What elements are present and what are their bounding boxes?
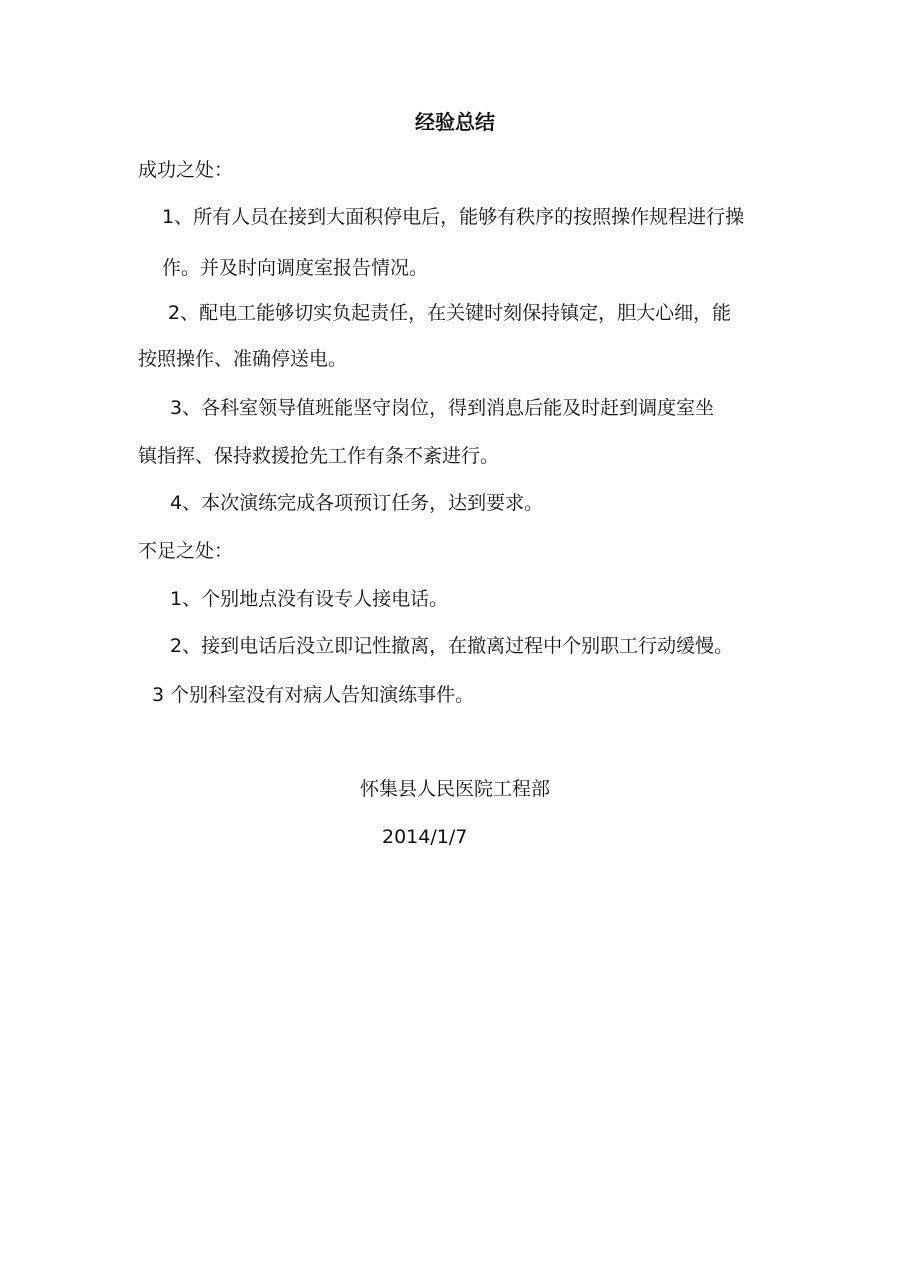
success-item-1-line-1: 1、所有人员在接到大面积停电后，能够有秩序的按照操作规程进行操 (162, 206, 745, 228)
success-item-2-line-1: 2、配电工能够切实负起责任，在关键时刻保持镇定，胆大心细，能 (168, 302, 732, 324)
signature-date: 2014/1/7 (382, 826, 468, 848)
document-title: 经验总结 (415, 110, 495, 134)
success-heading: 成功之处： (138, 159, 234, 181)
shortcoming-item-3: 3 个别科室没有对病人告知演练事件。 (152, 684, 475, 706)
signature-organization: 怀集县人民医院工程部 (360, 778, 551, 800)
success-item-4: 4、本次演练完成各项预订任务，达到要求。 (170, 492, 544, 514)
success-item-3-line-2: 镇指挥、保持救援抢先工作有条不紊进行。 (138, 445, 500, 467)
shortcoming-item-1: 1、个别地点没有设专人接电话。 (170, 588, 449, 610)
success-item-1-line-2: 作。并及时向调度室报告情况。 (162, 257, 429, 279)
shortcoming-item-2: 2、接到电话后没立即记性撤离，在撤离过程中个别职工行动缓慢。 (170, 635, 734, 657)
success-item-2-line-2: 按照操作、准确停送电。 (138, 348, 348, 370)
shortcoming-heading: 不足之处： (138, 540, 234, 562)
success-item-3-line-1: 3、各科室领导值班能坚守岗位，得到消息后能及时赶到调度室坐 (170, 397, 715, 419)
